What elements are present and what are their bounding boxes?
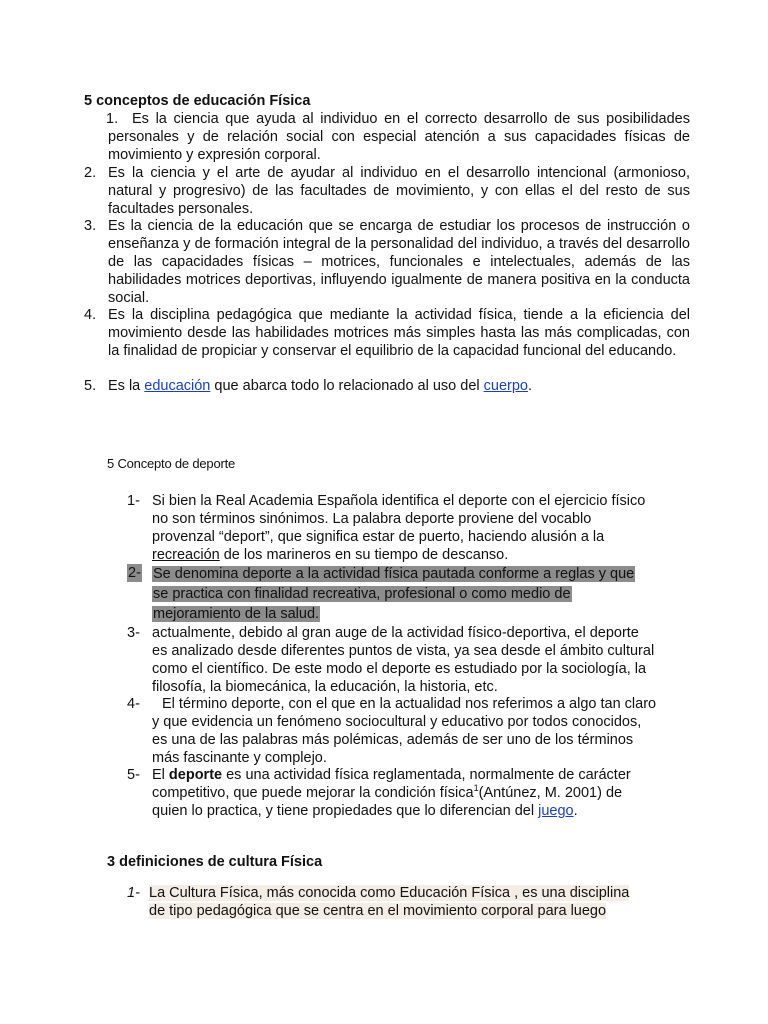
text-run: El: [152, 767, 169, 783]
list-text: Es la ciencia y el arte de ayudar al individuo en el desarrollo intencional (armonioso, natural y progresivo) de las facultades de movimiento, y con ellas el del resto de sus facultades personales.: [108, 165, 690, 217]
text-run: (Antúnez, M. 2001) de quien lo practica, y tiene propiedades que lo diferencian del: [152, 785, 623, 819]
list-text: [152, 766, 657, 820]
text-line: de tipo pedagógica que se centra en el movimiento corporal para luego: [149, 903, 607, 919]
link-educacion[interactable]: educación: [144, 378, 211, 394]
text-line: La Cultura Física, más conocida como Educación Física , es una disciplina: [149, 885, 630, 901]
list-number: 2-: [128, 565, 141, 581]
section1-title: 5 conceptos de educación Física: [84, 93, 311, 109]
text-run: que abarca todo lo relacionado al uso del: [210, 378, 484, 394]
list-item: [84, 164, 690, 218]
text-run: Es la: [108, 378, 145, 394]
bold-word: deporte: [168, 767, 223, 783]
highlighted-line: se practica con finalidad recreativa, profesional o como medio de: [153, 586, 571, 602]
list-text: actualmente, debido al gran auge de la actividad físico-deportiva, el deporte es analizado desde diferentes puntos de vista, ya sea desde el ámbito cultural como el científico. De este modo el deporte es estudiado por la sociología, la filosofía, la biomecánica, la educación, la historia, etc.: [152, 625, 655, 695]
list-number: 4.: [84, 307, 97, 323]
list-item: [84, 377, 690, 395]
text-run: es una actividad física reglamentada, normalmente de carácter competitivo, que puede mejorar la condición física: [152, 767, 631, 801]
list-text: [149, 884, 657, 920]
list-text: Es la ciencia que ayuda al individuo en el correcto desarrollo de sus posibilidades personales y de relación social con especial atención a sus capacidades físicas de movimiento y expresión corporal.: [108, 111, 690, 163]
list-text: El término deporte, con el que en la actualidad nos referimos a algo tan claro y que evidencia un fenómeno sociocultural y educativo por todos conocidos, es una de las palabras más polémicas, además de ser uno de los términos más fascinante y complejo.: [152, 696, 657, 766]
list-number: 1-: [127, 885, 140, 901]
section3-title: 3 definiciones de cultura Física: [107, 854, 323, 870]
underlined-word: recreación: [152, 547, 220, 563]
text-run: Si bien la Real Academia Española identifica el deporte con el ejercicio físico no son términos sinónimos. La palabra deporte proviene del vocablo provenzal “deport”, que significa estar de puerto, haciendo alusión a la: [152, 493, 646, 545]
section2-title: 5 Concepto de deporte: [107, 456, 236, 471]
list-text: Es la disciplina pedagógica que mediante la actividad física, tiende a la eficiencia del movimiento desde las habilidades motrices más simples hasta las más complicadas, con la finalidad de propiciar y conservar el equilibrio de la capacidad funcional del educando.: [108, 307, 690, 359]
list-item: [127, 695, 657, 767]
list-number: 3.: [84, 218, 97, 234]
list-item: [84, 306, 690, 360]
footnote-ref[interactable]: 1: [473, 783, 479, 794]
list-text: [152, 492, 657, 564]
list-number: 1.: [106, 111, 119, 127]
list-item: [127, 884, 657, 920]
list-number: 5-: [127, 767, 140, 783]
list-number: 4-: [127, 696, 140, 712]
list-item: [127, 766, 657, 820]
list-number: 2.: [84, 165, 97, 181]
highlighted-line: mejoramiento de la salud.: [153, 606, 320, 622]
link-juego[interactable]: juego: [538, 803, 574, 819]
link-cuerpo[interactable]: cuerpo: [483, 378, 528, 394]
list-text: Es la ciencia de la educación que se encarga de estudiar los procesos de instrucción o enseñanza y de formación integral de la personalidad del individuo, a través del desarrollo de las capacidades físicas – motrices, funcionales e intelectuales, además de las habilidades motrices deportivas, influyendo igualmente de manera positiva en la conducta social.: [108, 218, 690, 306]
highlighted-line: Se denomina deporte a la actividad física pautada conforme a reglas y que: [153, 566, 635, 582]
list-text: [152, 564, 657, 624]
list-number: 3-: [127, 625, 140, 641]
list-number: 5.: [84, 378, 97, 394]
text-run: .: [528, 378, 533, 394]
text-run: .: [573, 803, 578, 819]
list-number: 1-: [127, 493, 140, 509]
text-run: de los marineros en su tiempo de descanso.: [219, 547, 509, 563]
list-item: [84, 217, 690, 307]
list-item-highlighted: [127, 564, 657, 624]
list-item: [127, 624, 657, 696]
list-item: [84, 110, 690, 164]
list-item: [127, 492, 657, 564]
list-text: [108, 377, 690, 395]
